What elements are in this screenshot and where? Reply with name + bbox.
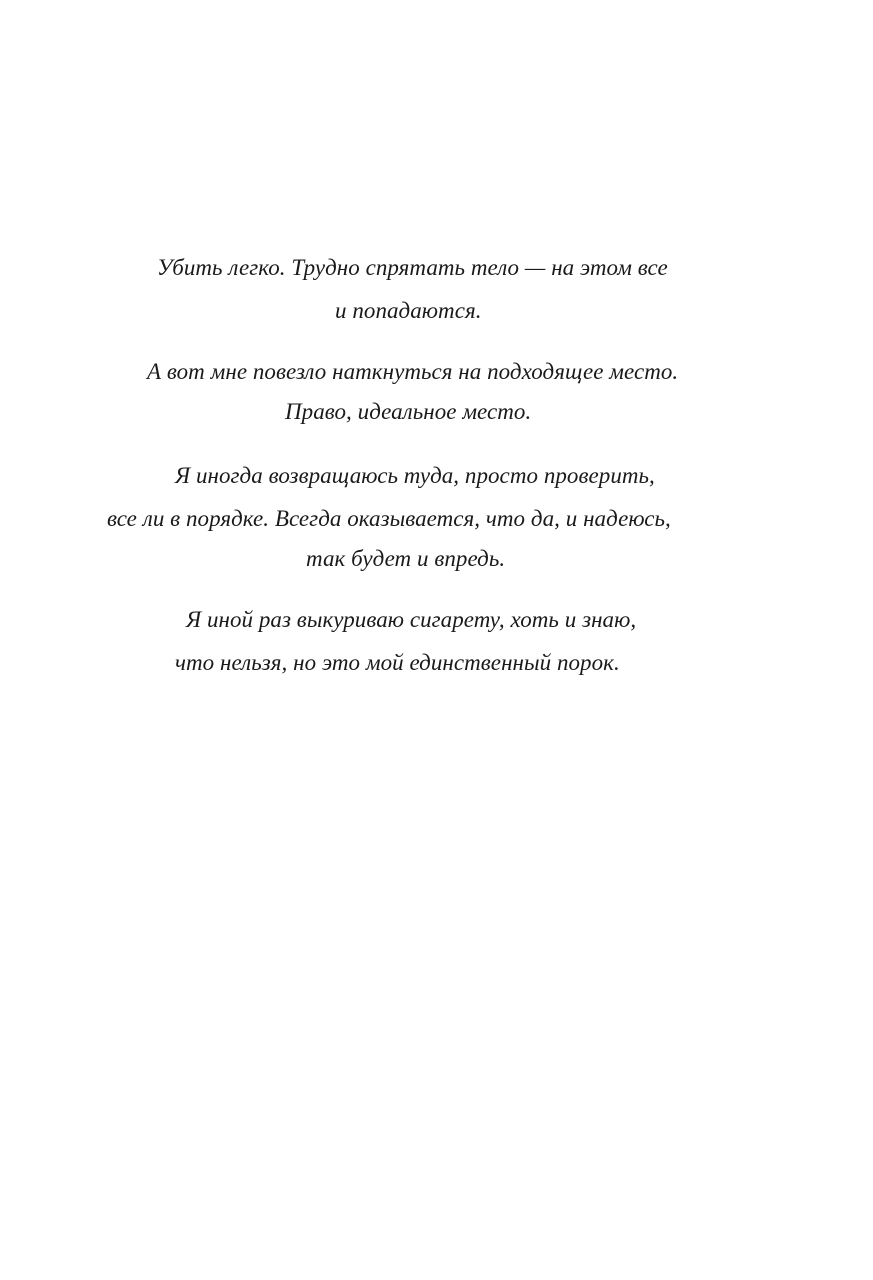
text-line: Убить легко. Трудно спрятать тело — на этом все	[157, 255, 668, 280]
text-line: все ли в порядке. Всегда оказывается, что да, и надеюсь,	[107, 506, 671, 531]
text-line: так будет и впредь.	[306, 546, 506, 571]
text-line: и попадаются.	[335, 298, 482, 323]
text-line: А вот мне повезло наткнуться на подходящее место.	[147, 359, 679, 384]
text-line: Я иной раз выкуриваю сигарету, хоть и знаю,	[186, 607, 637, 632]
text-line: что нельзя, но это мой единственный порок.	[175, 650, 620, 675]
text-line: Я иногда возвращаюсь туда, просто проверить,	[175, 463, 655, 488]
text-line: Право, идеальное место.	[285, 399, 532, 424]
